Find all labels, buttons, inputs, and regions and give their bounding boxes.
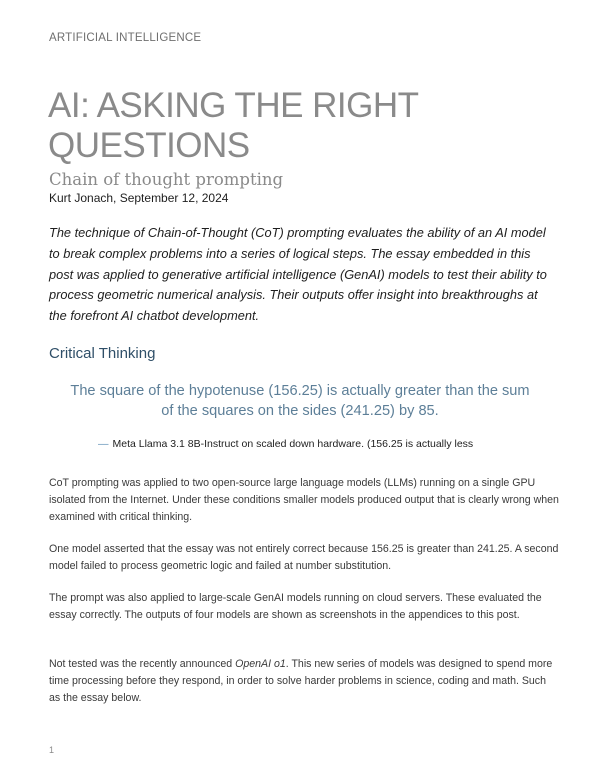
pull-quote: The square of the hypotenuse (156.25) is actually greater than the sum of the squares on the sides (241.25) by 85.	[70, 383, 530, 419]
byline: Kurt Jonach, September 12, 2024	[49, 191, 229, 205]
quote-attribution	[98, 438, 473, 450]
category-label: ARTIFICIAL INTELLIGENCE	[49, 32, 202, 44]
attribution-dash: —	[98, 438, 109, 450]
body-paragraph: CoT prompting was applied to two open-source large language models (LLMs) running on a single GPU isolated from the Internet. Under these conditions smaller models produced output that is clearly wrong when examined with critical thinking.	[49, 477, 559, 523]
page-title: AI: ASKING THE RIGHT QUESTIONS	[48, 86, 418, 165]
body-paragraph: The prompt was also applied to large-scale GenAI models running on cloud servers. These evaluated the essay correctly. The outputs of four models are shown as screenshots in the appendices to this post.	[49, 592, 542, 621]
subtitle: Chain of thought prompting	[49, 170, 284, 189]
page-number: 1	[49, 745, 55, 755]
attribution-text: Meta Llama 3.1 8B-Instruct on scaled down hardware. (156.25 is actually less	[112, 438, 474, 450]
paragraph-text: Not tested was the recently announced	[49, 658, 236, 670]
section-heading: Critical Thinking	[49, 345, 156, 362]
body-paragraph-last	[49, 656, 559, 707]
emphasis-text: OpenAI o1	[235, 658, 286, 670]
intro-paragraph: The technique of Chain-of-Thought (CoT) prompting evaluates the ability of an AI model to break complex problems into a series of logical steps. The essay embedded in this post was applied to generative artificial intelligence (GenAI) models to test their ability to process geometric numerical analysis. Their outputs offer insight into breakthroughs at the forefront AI chatbot development.	[49, 225, 547, 324]
body-paragraph: One model asserted that the essay was not entirely correct because 156.25 is greater than 241.25. A second model failed to process geometric logic and failed at number substitution.	[49, 543, 559, 572]
paragraph-text: . This new series of models was designed to spend more time processing before they respond, in order to solve harder problems in science, coding and math. Such as the essay below.	[49, 658, 553, 704]
